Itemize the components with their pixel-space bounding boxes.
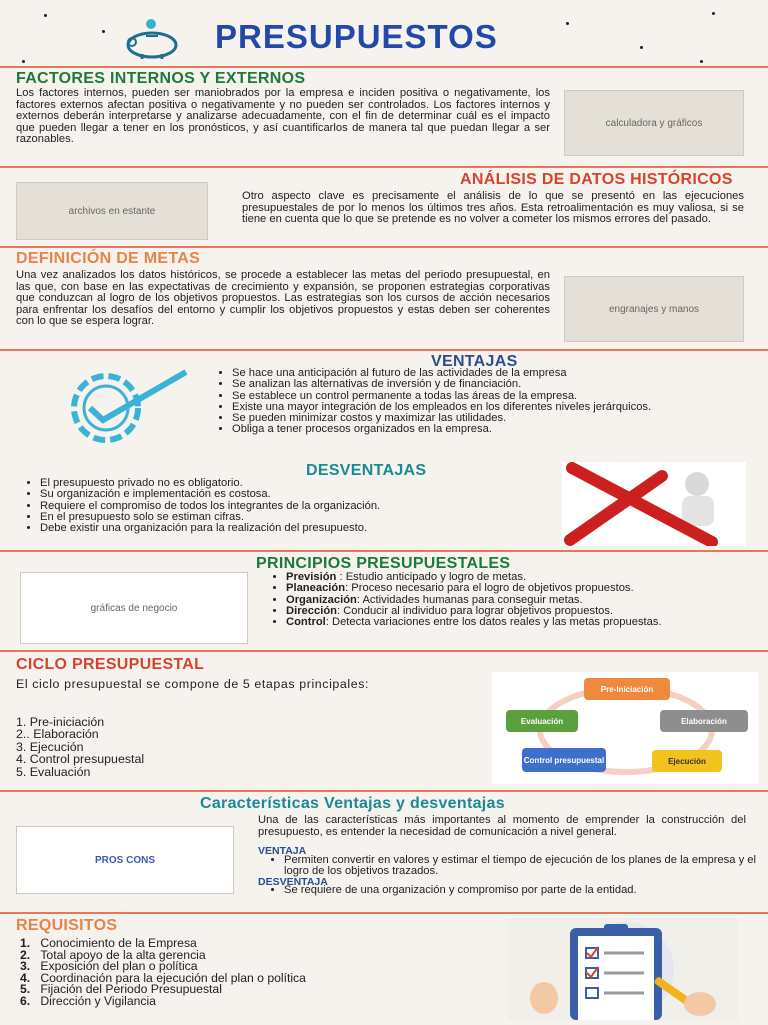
speck (102, 30, 105, 33)
cycle-control: Control presupuestal (522, 748, 606, 772)
piggy-bank-icon (118, 18, 190, 60)
speck (44, 14, 47, 17)
divider (0, 66, 768, 68)
cycle-elaboracion: Elaboración (660, 710, 748, 732)
divider (0, 790, 768, 792)
list-item: • Se establece un control permanente a todas las áreas de la empresa. (232, 391, 760, 402)
speck (22, 60, 25, 63)
cycle-pre-iniciacion: Pre-Iniciación (584, 678, 670, 700)
list-item: 4. Control presupuestal (16, 752, 145, 767)
divider (0, 349, 768, 351)
ventaja-list (270, 855, 760, 878)
section-heading-ciclo: CICLO PRESUPUESTAL (16, 656, 205, 673)
section-body-factores: Los factores internos, pueden ser maniobrados por la empresa e inciden positiva o negativamente, los factores externos afectan positiva o negativamente y no pueden ser controlados. Los factores internos y externos deberán interpretarse y analizarse adecuadamente, con el fin de determinar cuál es el impacto que pueden llegar a tener en los pronósticos, y así cuantificarlos de manera tal que puedan llegar a ser razonables. (16, 87, 550, 146)
cycle-evaluacion: Evaluación (506, 710, 578, 732)
desventaja-list (270, 885, 760, 896)
pros-cons-image: PROS CONS (16, 826, 234, 894)
page-title: PRESUPUESTOS (215, 18, 498, 55)
list-item: • Planeación: Proceso necesario para el logro de objetivos propuestos. (286, 583, 760, 594)
list-item: 1. Pre-iniciación (16, 715, 105, 729)
ciclo-intro: El ciclo presupuestal se compone de 5 etapas principales: (16, 677, 370, 691)
speck (700, 60, 703, 63)
list-item: • Se requiere de una organización y compromiso por parte de la entidad. (284, 885, 760, 896)
list-item: • Permiten convertir en valores y estimar el tiempo de ejecución de los planes de la empresa y el logro de los objetivos trazados. (284, 855, 760, 878)
divider (0, 166, 768, 168)
check-gear-icon (48, 366, 198, 446)
requisitos-list (20, 938, 306, 1008)
list-item: 4. Coordinación para la ejecución del plan o política (20, 970, 306, 985)
list-item: • Dirección: Conducir al individuo para lograr objetivos propuestos. (286, 606, 760, 617)
list-item: 5. Fijación del Periodo Presupuestal (20, 982, 222, 997)
divider (0, 550, 768, 552)
archive-shelf-image: archivos en estante (16, 182, 208, 240)
list-item: • Obliga a tener procesos organizados en la empresa. (232, 424, 760, 435)
list-item: 2.. Elaboración (16, 727, 99, 742)
red-x-image (562, 462, 746, 546)
section-heading-analisis: ANÁLISIS DE DATOS HISTÓRICOS (460, 171, 733, 188)
list-item: 2. Total apoyo de la alta gerencia (20, 947, 206, 962)
list-item: • Existe una mayor integración de los empleados en los diferentes niveles jerárquicos. (232, 402, 760, 413)
list-item: • Debe existir una organización para la realización del presupuesto. (40, 523, 560, 534)
principios-list (272, 572, 760, 628)
list-item: • Organización: Actividades humanas para conseguir metas. (286, 595, 760, 606)
list-item: • Se pueden minimizar costos y maximizar las utilidades. (232, 413, 760, 424)
section-heading-factores: FACTORES INTERNOS Y EXTERNOS (16, 70, 306, 87)
gears-image: engranajes y manos (564, 276, 744, 342)
list-item: 5. Evaluación (16, 764, 91, 779)
speck (712, 12, 715, 15)
divider (0, 912, 768, 914)
speck (640, 46, 643, 49)
section-heading-metas: DEFINICIÓN DE METAS (16, 250, 201, 267)
ventaja-label: VENTAJA (258, 845, 307, 857)
speck (566, 22, 569, 25)
list-item: • El presupuesto privado no es obligatorio. (40, 478, 560, 489)
business-charts-image: gráficas de negocio (20, 572, 248, 644)
section-body-metas: Una vez analizados los datos históricos, se procede a establecer las metas del periodo presupuestal, en las que, con base en las expectativas de crecimiento y expansión, se proponen estrategias corporativas que conduzcan al logro de los objetivos propuestos. Las estrategias son los cursos de acción necesarios para enfrentar los desafíos del entorno y cumplir los objetivos propuestos y estas deben ser coherentes con lo que se espera lograr. (16, 269, 550, 328)
desventajas-list (26, 478, 560, 534)
list-item: • Se hace una anticipación al futuro de las actividades de la empresa (232, 368, 760, 379)
section-heading-ventajas: VENTAJAS (431, 353, 518, 370)
section-heading-desventajas: DESVENTAJAS (306, 462, 427, 479)
section-heading-caracteristicas: Características Ventajas y desventajas (200, 795, 505, 812)
list-item: • Control: Detecta variaciones entre los datos reales y las metas propuestas. (286, 617, 760, 628)
section-heading-requisitos: REQUISITOS (16, 917, 118, 934)
list-item: 1. Conocimiento de la Empresa (20, 936, 197, 950)
checklist-clipboard-icon (508, 918, 738, 1020)
desventaja-label: DESVENTAJA (258, 876, 328, 888)
list-item: • Requiere el compromiso de todos los integrantes de la organización. (40, 501, 560, 512)
ciclo-steps (16, 716, 144, 778)
section-body-analisis: Otro aspecto clave es precisamente el análisis de lo que se presentó en las ejecuciones presupuestales de por lo menos los últimos tres años. Esta retroalimentación es muy valiosa, si se tiene en cuenta que lo que se pretende es no volver a cometer los mismos errores del pasado. (242, 190, 744, 226)
section-heading-principios: PRINCIPIOS PRESUPUESTALES (256, 555, 511, 572)
divider (0, 650, 768, 652)
divider (0, 246, 768, 248)
calculator-image: calculadora y gráficos (564, 90, 744, 156)
list-item: 3. Exposición del plan o política (20, 959, 198, 974)
cycle-ejecucion: Ejecución (652, 750, 722, 772)
list-item: • Previsión : Estudio anticipado y logro de metas. (286, 572, 760, 583)
list-item: 6. Dirección y Vigilancia (20, 993, 156, 1008)
caracteristicas-body: Una de las características más importantes al momento de emprender la construcción del presupuesto, es entender la necesidad de comunicación a nivel general. (258, 814, 746, 838)
list-item: • Su organización e implementación es costosa. (40, 489, 560, 500)
ventajas-list (218, 368, 760, 436)
list-item: • En el presupuesto solo se estiman cifras. (40, 512, 560, 523)
cycle-diagram (492, 672, 758, 784)
list-item: • Se analizan las alternativas de inversión y de financiación. (232, 379, 760, 390)
list-item: 3. Ejecución (16, 739, 84, 754)
